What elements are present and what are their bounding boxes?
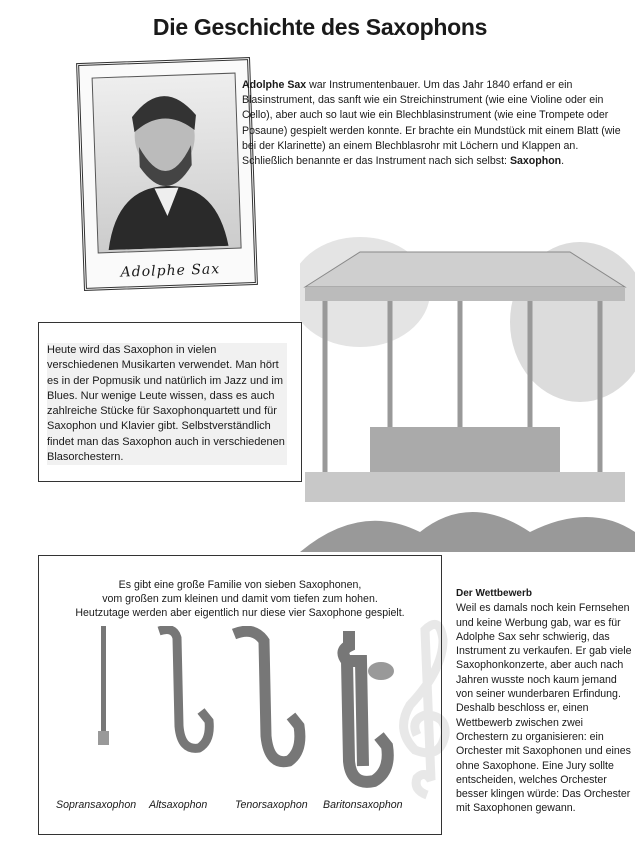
- label-altsaxophon: Altsaxophon: [149, 799, 208, 811]
- label-tenorsaxophon: Tenorsaxophon: [235, 799, 308, 811]
- family-line-3: Heutzutage werden aber eigentlich nur diese vier Saxophone gespielt.: [75, 607, 405, 619]
- family-intro: [39, 578, 441, 620]
- today-text: Heute wird das Saxophon in vielen verschiedenen Musikarten verwendet. Man hört es in der Popmusik und natürlich im Jazz und im Blues. Nur wenige Leute wissen, dass es auch zahlreiche Stücke für Saxophonquartett und für Saxophon und Klavier gibt. Selbstverständlich findet man das Saxophon auch in verschiedenen Blasorchestern.: [47, 343, 287, 465]
- intro-end: .: [561, 155, 565, 168]
- contest-section: [456, 587, 634, 816]
- contest-text: Weil es damals noch kein Fernsehen und keine Werbung gab, war es für Adolphe Sax sehr schwierig, das Instrument zu verkaufen. Er gab viele Saxophonkonzerte, aber auch nach Jahren wusste noch kaum jemand von seiner wunderbaren Erfindung. Deshalb beschloss er, einen Wettbewerb zwischen zwei Orchestern zu organisieren: ein Orchester mit Saxophonen und eines ohne Saxophone. Eine Jury sollte entscheiden, welches Orchester besser klingen würde: Das Orchester mit Saxophonen gewann.: [456, 602, 632, 815]
- saxophone-family-box: [38, 555, 442, 835]
- intro-text: war Instrumentenbauer. Um das Jahr 1840 erfand er ein Blasinstrument, das sanft wie ein Streichinstrument (wie eine Violine oder ein Cello), aber auch so laut wie ein Blechblasinstrument (wie eine Trompete oder Posaune) gespielt werden konnte. Er brachte ein Mundstück mit einem Blatt (wie bei der Klarinette) an einem Blechblasrohr mit Löchern und Klappen an. Schließlich benannte er das Instrument nach sich selbst:: [242, 79, 621, 168]
- intro-term: Saxophon: [509, 155, 562, 168]
- alto-saxophone-image: [149, 626, 219, 766]
- page-title: Die Geschichte des Saxophons: [152, 14, 488, 40]
- tenor-saxophone-image: [229, 626, 309, 776]
- today-box: [38, 322, 302, 482]
- label-baritonsaxophon: Baritonsaxophon: [323, 799, 403, 811]
- intro-paragraph: [242, 78, 632, 169]
- portrait-frame: [76, 57, 258, 291]
- contest-heading: Der Wettbewerb: [456, 588, 532, 599]
- family-line-1: Es gibt eine große Familie von sieben Saxophonen,: [118, 579, 362, 591]
- intro-name: Adolphe Sax: [242, 79, 307, 91]
- bandstand-illustration: [300, 232, 635, 552]
- portrait-image: [92, 73, 242, 254]
- soprano-saxophone-image: [94, 626, 114, 746]
- family-line-2: vom großen zum kleinen und damit vom tiefen zum hohen.: [102, 593, 378, 605]
- portrait-caption: Adolphe Sax: [120, 261, 221, 281]
- label-sopransaxophon: Sopransaxophon: [56, 799, 137, 811]
- baritone-saxophone-image: [319, 626, 409, 791]
